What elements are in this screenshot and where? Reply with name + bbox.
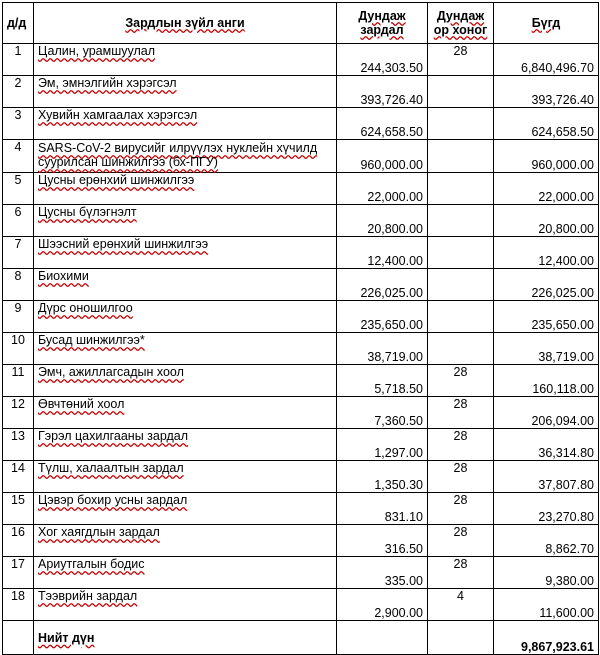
- row-total: 624,658.50: [494, 108, 599, 140]
- row-index: 2: [3, 76, 34, 108]
- row-category: Гэрэл цахилгааны зардал: [34, 429, 337, 461]
- row-avg-cost: 22,000.00: [337, 173, 428, 205]
- row-avg-days: [428, 140, 494, 173]
- row-index: 6: [3, 205, 34, 237]
- row-category: Цалин, урамшуулал: [34, 44, 337, 76]
- summary-days-cell: [428, 621, 494, 655]
- summary-label: Нийт дүн: [34, 621, 337, 655]
- row-index: 7: [3, 237, 34, 269]
- table-row: [3, 461, 599, 493]
- row-index: 15: [3, 493, 34, 525]
- table-row: [3, 205, 599, 237]
- row-avg-cost: 393,726.40: [337, 76, 428, 108]
- row-avg-days: 28: [428, 365, 494, 397]
- row-avg-days: [428, 108, 494, 140]
- row-category: Цэвэр бохир усны зардал: [34, 493, 337, 525]
- table-row: [3, 557, 599, 589]
- table-row: [3, 333, 599, 365]
- row-category: Бусад шинжилгээ*: [34, 333, 337, 365]
- table-row: [3, 589, 599, 621]
- row-category: Биохими: [34, 269, 337, 301]
- row-avg-cost: 2,900.00: [337, 589, 428, 621]
- row-avg-days: [428, 237, 494, 269]
- row-total: 38,719.00: [494, 333, 599, 365]
- summary-avg-cell: [337, 621, 428, 655]
- row-total: 8,862.70: [494, 525, 599, 557]
- row-total: 235,650.00: [494, 301, 599, 333]
- row-avg-days: [428, 333, 494, 365]
- row-category: Цусны ерөнхий шинжилгээ: [34, 173, 337, 205]
- row-total: 160,118.00: [494, 365, 599, 397]
- row-avg-cost: 226,025.00: [337, 269, 428, 301]
- cost-table: [2, 2, 599, 655]
- header-category: Зардлын зүйл анги: [34, 3, 337, 44]
- summary-row: [3, 621, 599, 655]
- table-row: [3, 44, 599, 76]
- row-avg-cost: 38,719.00: [337, 333, 428, 365]
- row-avg-cost: 12,400.00: [337, 237, 428, 269]
- row-category: Цусны бүлэгнэлт: [34, 205, 337, 237]
- row-avg-cost: 20,800.00: [337, 205, 428, 237]
- row-index: 12: [3, 397, 34, 429]
- table-row: [3, 140, 599, 173]
- table-row: [3, 493, 599, 525]
- row-avg-days: 28: [428, 44, 494, 76]
- row-avg-days: [428, 301, 494, 333]
- row-avg-cost: 7,360.50: [337, 397, 428, 429]
- row-category: Хог хаягдлын зардал: [34, 525, 337, 557]
- table-row: [3, 269, 599, 301]
- row-avg-cost: 244,303.50: [337, 44, 428, 76]
- table-row: [3, 173, 599, 205]
- row-total: 226,025.00: [494, 269, 599, 301]
- row-avg-days: 28: [428, 525, 494, 557]
- row-avg-cost: 316.50: [337, 525, 428, 557]
- row-avg-cost: 1,297.00: [337, 429, 428, 461]
- row-index: 5: [3, 173, 34, 205]
- row-total: 11,600.00: [494, 589, 599, 621]
- row-index: 13: [3, 429, 34, 461]
- header-row: [3, 3, 599, 44]
- row-index: 9: [3, 301, 34, 333]
- row-index: 11: [3, 365, 34, 397]
- row-index: 1: [3, 44, 34, 76]
- summary-total: 9,867,923.61: [494, 621, 599, 655]
- table-row: [3, 429, 599, 461]
- row-category: Эм, эмнэлгийн хэрэгсэл: [34, 76, 337, 108]
- row-avg-cost: 831.10: [337, 493, 428, 525]
- row-total: 206,094.00: [494, 397, 599, 429]
- row-total: 6,840,496.70: [494, 44, 599, 76]
- table-row: [3, 525, 599, 557]
- row-avg-days: 4: [428, 589, 494, 621]
- row-total: 20,800.00: [494, 205, 599, 237]
- row-total: 36,314.80: [494, 429, 599, 461]
- table-row: [3, 76, 599, 108]
- row-category: Шээсний ерөнхий шинжилгээ: [34, 237, 337, 269]
- row-avg-days: [428, 205, 494, 237]
- row-category: Эмч, ажиллагсадын хоол: [34, 365, 337, 397]
- row-total: 960,000.00: [494, 140, 599, 173]
- table-row: [3, 365, 599, 397]
- row-index: 18: [3, 589, 34, 621]
- row-total: 22,000.00: [494, 173, 599, 205]
- row-category: Тээврийн зардал: [34, 589, 337, 621]
- header-avg-days: Дундаж ор хоног: [428, 3, 494, 44]
- row-total: 12,400.00: [494, 237, 599, 269]
- row-avg-days: [428, 173, 494, 205]
- table-row: [3, 108, 599, 140]
- row-avg-cost: 960,000.00: [337, 140, 428, 173]
- row-index: 10: [3, 333, 34, 365]
- row-index: 8: [3, 269, 34, 301]
- row-category: SARS-CoV-2 вирусийг илрүүлэх нуклейн хүчилд суурилсан шинжилгээ (бх-ПГУ): [34, 140, 337, 173]
- table-row: [3, 237, 599, 269]
- row-avg-days: [428, 269, 494, 301]
- row-total: 23,270.80: [494, 493, 599, 525]
- row-total: 9,380.00: [494, 557, 599, 589]
- header-index: д/д: [3, 3, 34, 44]
- row-index: 14: [3, 461, 34, 493]
- row-category: Ариутгалын бодис: [34, 557, 337, 589]
- row-category: Дүрс оношилгоо: [34, 301, 337, 333]
- row-avg-days: 28: [428, 429, 494, 461]
- row-index: 17: [3, 557, 34, 589]
- row-avg-cost: 335.00: [337, 557, 428, 589]
- header-total: Бүгд: [494, 3, 599, 44]
- row-total: 393,726.40: [494, 76, 599, 108]
- row-category: Түлш, халаалтын зардал: [34, 461, 337, 493]
- summary-index-cell: [3, 621, 34, 655]
- row-total: 37,807.80: [494, 461, 599, 493]
- row-avg-days: 28: [428, 493, 494, 525]
- row-category: Хувийн хамгаалах хэрэгсэл: [34, 108, 337, 140]
- row-avg-cost: 1,350.30: [337, 461, 428, 493]
- table-row: [3, 301, 599, 333]
- row-avg-days: 28: [428, 461, 494, 493]
- row-avg-days: [428, 76, 494, 108]
- row-avg-cost: 624,658.50: [337, 108, 428, 140]
- row-avg-cost: 5,718.50: [337, 365, 428, 397]
- row-index: 3: [3, 108, 34, 140]
- row-index: 16: [3, 525, 34, 557]
- row-avg-days: 28: [428, 397, 494, 429]
- header-avg-cost: Дундаж зардал: [337, 3, 428, 44]
- table-row: [3, 397, 599, 429]
- row-category: Өвчтөний хоол: [34, 397, 337, 429]
- row-index: 4: [3, 140, 34, 173]
- row-avg-cost: 235,650.00: [337, 301, 428, 333]
- row-avg-days: 28: [428, 557, 494, 589]
